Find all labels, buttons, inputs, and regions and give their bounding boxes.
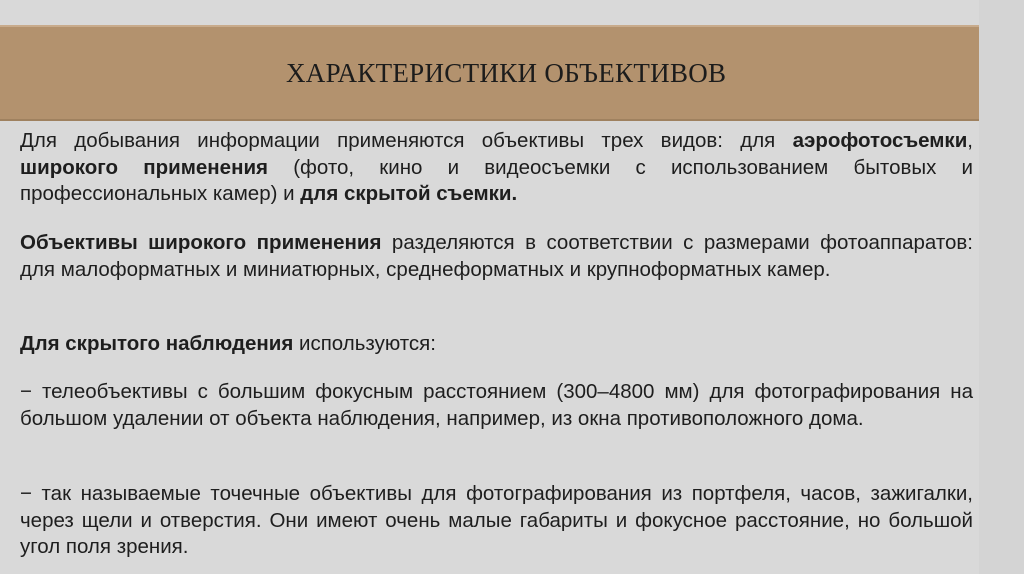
bold-term-wide-use-lenses: Объективы широкого применения	[20, 231, 382, 254]
right-edge-strip	[979, 0, 1024, 574]
title-bar	[0, 25, 979, 121]
paragraph-text: − так называемые точечные объективы для фотографирования из портфеля, часов, зажигалки, через щели и отверстия. Они имеют очень малые габариты и фокусное расстояние, но большой угол поля зрения.	[20, 482, 973, 558]
bold-term-covert-observation: Для скрытого наблюдения	[20, 332, 294, 355]
paragraph-text: − телеобъективы с большим фокусным расстоянием (300–4800 мм) для фотографирования на большом удалении от объекта наблюдения, например, из окна противоположного дома.	[20, 380, 973, 430]
paragraph-text: используются:	[293, 332, 436, 355]
bold-term-wide-use: широкого применения	[20, 155, 269, 179]
bold-term-covert: для скрытой съемки.	[300, 182, 518, 205]
paragraph-text: Для добывания информации применяются объективы трех видов: для	[20, 129, 793, 152]
paragraph-text: (фото, кино и видеосъемки с использованием бытовых и профессиональных камер) и	[20, 155, 973, 205]
paragraph-wide-use-lenses	[20, 230, 973, 283]
paragraph-text: ,	[967, 129, 973, 152]
bold-term-aerial: аэрофотосъемки	[792, 129, 968, 152]
paragraph-telephoto	[20, 379, 973, 432]
paragraph-pinhole	[20, 481, 973, 561]
paragraph-lens-types	[20, 128, 973, 208]
paragraph-text: разделяются в соответствии с размерами фотоаппаратов: для малоформатных и миниатюрных, среднеформатных и крупноформатных камер.	[20, 231, 973, 281]
slide-title: ХАРАКТЕРИСТИКИ ОБЪЕКТИВОВ	[286, 58, 727, 88]
paragraph-covert-intro	[20, 331, 973, 358]
